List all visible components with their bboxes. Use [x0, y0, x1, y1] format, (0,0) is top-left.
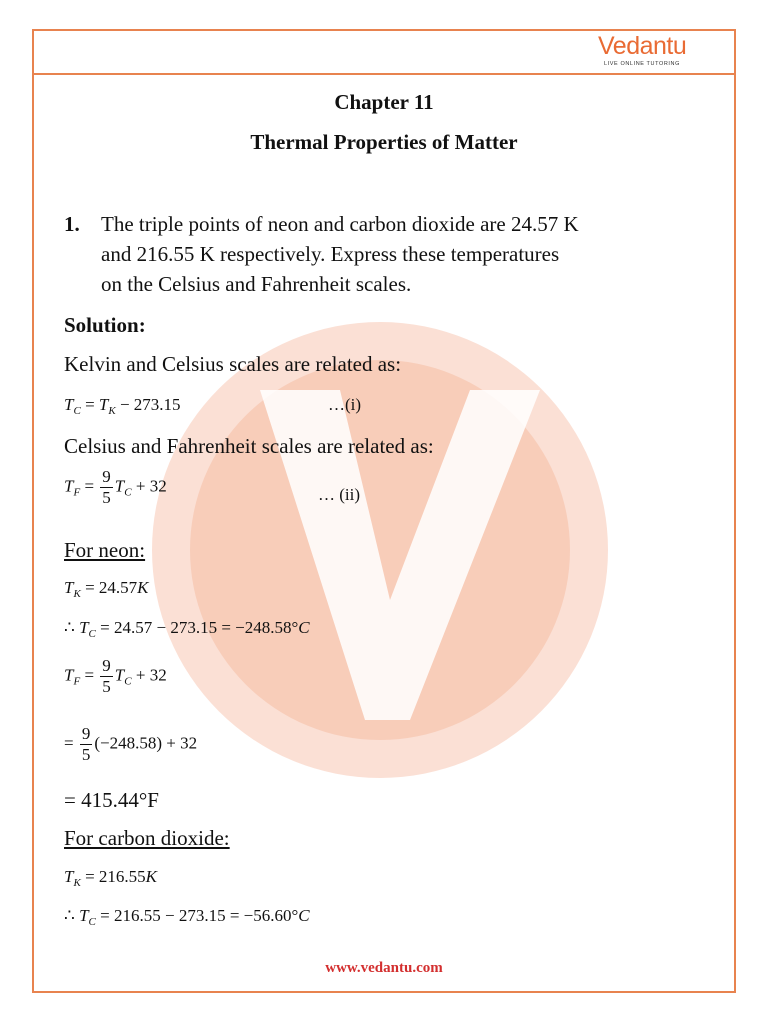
chapter-title: Chapter 11 — [334, 90, 434, 114]
logo-tagline: LIVE ONLINE TUTORING — [604, 61, 680, 67]
question-line: on the Celsius and Fahrenheit scales. — [101, 272, 412, 296]
question-line: The triple points of neon and carbon dioxide are 24.57 K — [101, 212, 579, 236]
question-line: and 216.55 K respectively. Express these temperatures — [101, 242, 560, 266]
equation-tag-i: …(i) — [328, 395, 362, 414]
co2-heading: For carbon dioxide: — [64, 826, 230, 850]
chapter-subject: Thermal Properties of Matter — [250, 130, 518, 154]
header-rule — [34, 73, 734, 75]
question-number: 1. — [64, 212, 80, 236]
neon-fahrenheit-substitution: = $\frac{9}{5}$ (−248.58) + 32 — [64, 724, 198, 764]
neon-fahrenheit-formula: $T_F$ = $\frac{9}{5}$ $T_C + 32$ — [64, 656, 167, 696]
solution-heading: Solution: — [64, 313, 146, 337]
kelvin-celsius-relation: Kelvin and Celsius scales are related as: — [64, 352, 402, 376]
neon-kelvin-value: $T_K = 24.57K$ — [64, 578, 149, 600]
equation-kelvin-celsius: $T_C = T_K - 273.15$ — [64, 395, 181, 417]
celsius-fahrenheit-relation: Celsius and Fahrenheit scales are related as: — [64, 434, 434, 458]
logo-wordmark: Vedantu — [598, 32, 687, 60]
co2-celsius-calc: ∴ $T_C = 216.55 - 273.15 = -56.60^\circ C$ — [64, 906, 310, 928]
footer-website[interactable]: www.vedantu.com — [325, 960, 443, 976]
neon-heading: For neon: — [64, 538, 146, 562]
equation-tag-ii: … (ii) — [318, 485, 361, 504]
neon-fahrenheit-result: = 415.44°F — [64, 788, 159, 812]
equation-celsius-fahrenheit: $T_F$ = $\frac{9}{5}$ $T_C + 32$ — [64, 467, 167, 507]
neon-celsius-calc: ∴ $T_C = 24.57 - 273.15 = -248.58^\circ C$ — [64, 618, 310, 640]
vedantu-logo — [598, 32, 694, 72]
co2-kelvin-value: $T_K = 216.55K$ — [64, 867, 157, 889]
